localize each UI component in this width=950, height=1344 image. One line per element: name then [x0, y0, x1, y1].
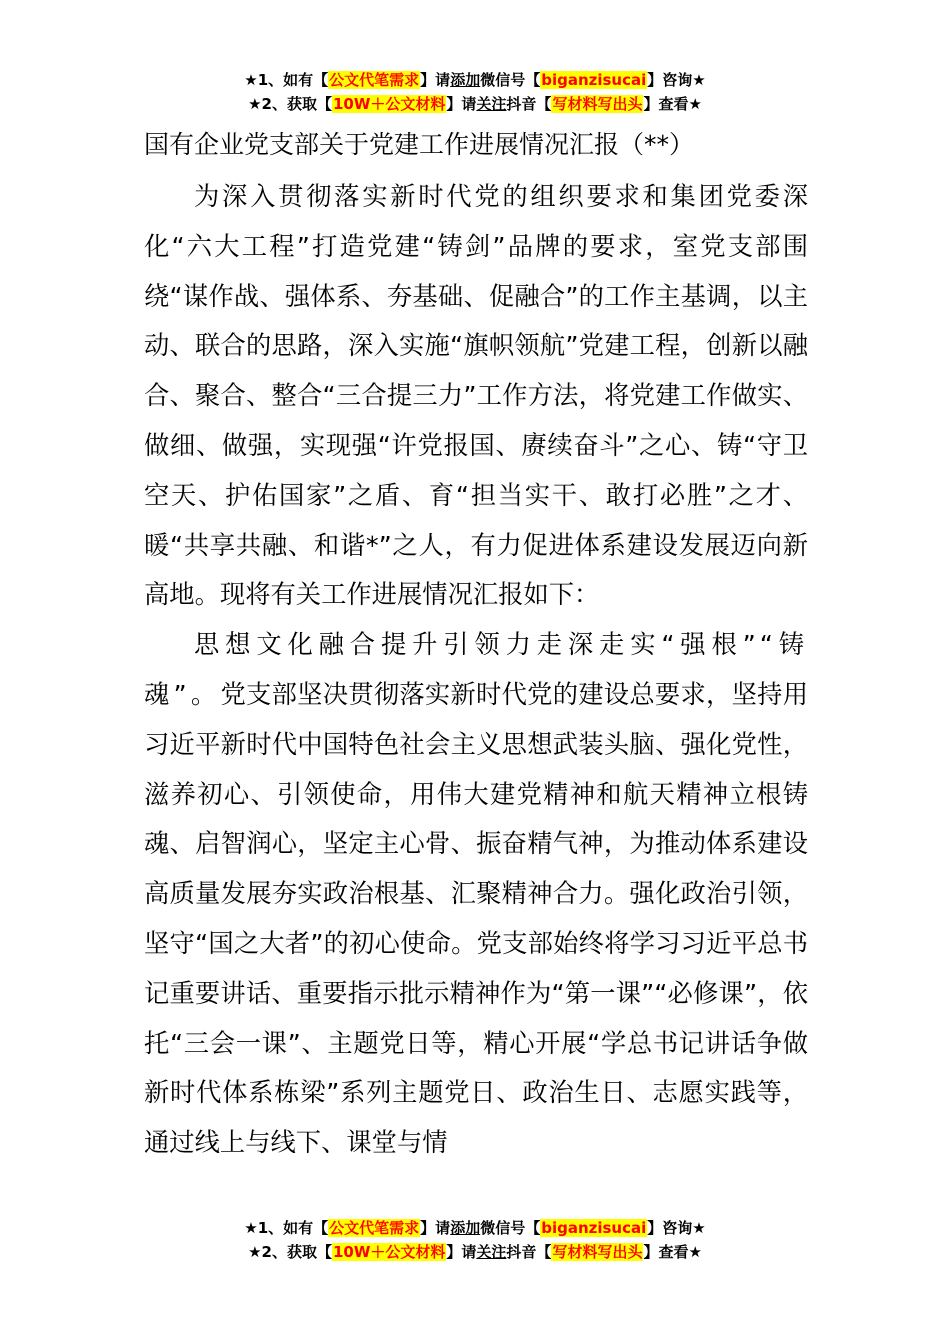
document-body — [144, 172, 808, 1208]
banner-highlight: 10W＋公文材料 — [332, 1243, 446, 1261]
section-paragraph — [144, 620, 808, 1168]
banner-text: ★2、获取【 — [248, 95, 332, 113]
banner-text: 】请 — [420, 1219, 451, 1237]
banner-text: 微信号【 — [480, 1219, 541, 1237]
banner-underlined-text: 关注 — [476, 95, 507, 113]
banner-text: ★1、如有【 — [244, 1219, 329, 1237]
banner-highlight: 公文代笔需求 — [329, 71, 420, 89]
banner-text: 微信号【 — [480, 71, 541, 89]
banner-text: 】请 — [446, 1243, 477, 1261]
section-body: 党支部坚决贯彻落实新时代党的建设总要求，坚持用习近平新时代中国特色社会主义思想武装头脑、强化党性，滋养初心、引领使命，用伟大建党精神和航天精神立根铸魂、启智润心，坚定主心骨、振奋精气神，为推动体系建设高质量发展夯实政治根基、汇聚精神合力。强化政治引领，坚守“国之大者”的初心使命。党支部始终将学习习近平总书记重要讲话、重要指示批示精神作为“第一课”“必修课”，依托“三会一课”、主题党日等，精心开展“学总书记讲话争做新时代体系栋梁”系列主题党日、政治生日、志愿实践等，通过线上与线下、课堂与情 — [144, 679, 808, 1158]
banner-line-2 — [0, 92, 950, 116]
banner-text: 】咨询★ — [647, 71, 706, 89]
section-heading: 思想文化融合提升引领力走深走实“强根”“铸魂”。 — [144, 630, 808, 709]
banner-text: ★2、获取【 — [248, 1243, 332, 1261]
banner-text: 】咨询★ — [647, 1219, 706, 1237]
banner-text: 抖音【 — [506, 95, 552, 113]
document-title: 国有企业党支部关于党建工作进展情况汇报（**） — [144, 130, 695, 159]
header-banner — [0, 68, 950, 116]
banner-highlight: biganzisucai — [541, 71, 647, 89]
intro-paragraph: 为深入贯彻落实新时代党的组织要求和集团党委深化“六大工程”打造党建“铸剑”品牌的要求，室党支部围绕“谋作战、强体系、夯基础、促融合”的工作主基调，以主动、联合的思路，深入实施“旗帜领航”党建工程，创新以融合、聚合、整合“三合提三力”工作方法，将党建工作做实、做细、做强，实现强“许党报国、赓续奋斗”之心、铸“守卫空天、护佑国家”之盾、育“担当实干、敢打必胜”之才、暖“共享共融、和谐*”之人，有力促进体系建设发展迈向新高地。现将有关工作进展情况汇报如下： — [144, 182, 808, 610]
banner-highlight: 公文代笔需求 — [329, 1219, 420, 1237]
banner-highlight: 10W＋公文材料 — [332, 95, 446, 113]
banner-highlight: biganzisucai — [541, 1219, 647, 1237]
footer-banner — [0, 1216, 950, 1264]
banner-text: 】查看★ — [643, 1243, 702, 1261]
banner-highlight: 写材料写出头 — [552, 95, 643, 113]
banner-line-1 — [0, 68, 950, 92]
banner-underlined-text: 添加 — [450, 1219, 481, 1237]
banner-underlined-text: 添加 — [450, 71, 481, 89]
banner-text: 】请 — [446, 95, 477, 113]
banner-text: 】查看★ — [643, 95, 702, 113]
banner-line-1 — [0, 1216, 950, 1240]
banner-line-2 — [0, 1240, 950, 1264]
banner-text: 抖音【 — [506, 1243, 552, 1261]
banner-text: 】请 — [420, 71, 451, 89]
banner-underlined-text: 关注 — [476, 1243, 507, 1261]
banner-highlight: 写材料写出头 — [552, 1243, 643, 1261]
banner-text: ★1、如有【 — [244, 71, 329, 89]
